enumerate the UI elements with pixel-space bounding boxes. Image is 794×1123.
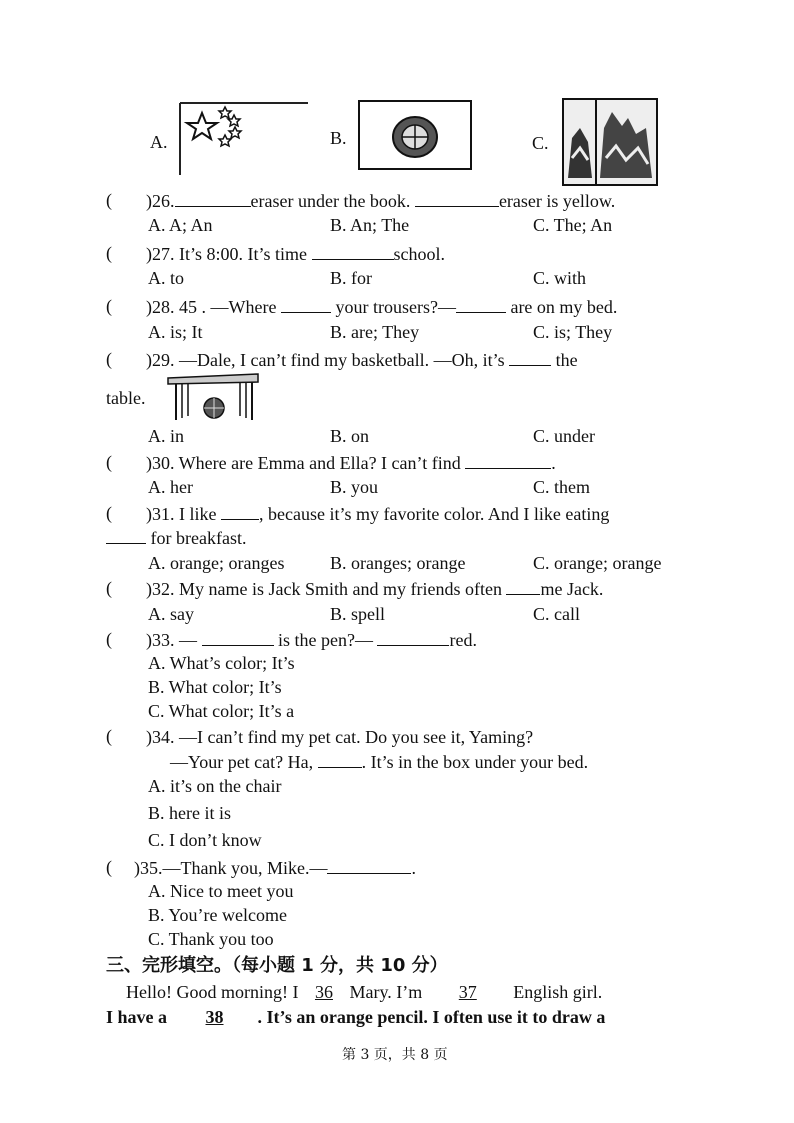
q33-answer-paren[interactable]: ( <box>106 629 112 649</box>
q34-stem-continued <box>170 751 588 773</box>
q27-option-c[interactable]: C. with <box>533 268 587 288</box>
q26-stem-part: eraser is yellow. <box>498 191 616 211</box>
q35-stem-part: )35.—Thank you, Mike.— <box>134 858 328 878</box>
cloze-blank-36: 36 <box>314 982 333 1002</box>
q27-option-b[interactable]: B. for <box>330 268 372 288</box>
q35-stem-part: . <box>411 858 416 878</box>
q31-stem-part: for breakfast. <box>150 528 247 548</box>
cloze-blank-38: 38 <box>205 1007 224 1027</box>
q32-stem-part: me Jack. <box>540 579 604 599</box>
q28-answer-paren[interactable]: ( <box>106 296 112 316</box>
option-b-label: B. <box>330 128 347 148</box>
q27-stem-part: )27. It’s 8:00. It’s time <box>146 244 307 264</box>
q28-stem-part: )28. 45 . —Where <box>146 297 277 317</box>
cloze-line-1 <box>126 981 602 1003</box>
q32-option-a[interactable]: A. say <box>148 604 194 624</box>
cloze-text: Mary. I’m <box>349 982 423 1002</box>
page-number: 第 3 页，共 8 页 <box>342 1047 448 1063</box>
big-star-icon <box>187 113 217 139</box>
q26-blank-2 <box>415 190 499 207</box>
q31-stem-continued <box>106 527 246 549</box>
q30-option-a[interactable]: A. her <box>148 477 193 497</box>
q33-stem <box>146 629 477 651</box>
q31-stem-part: , because it’s my favorite color. And I like eating <box>258 504 610 524</box>
q34-answer-paren[interactable]: ( <box>106 726 112 746</box>
q26-stem-part: )26. <box>146 191 175 211</box>
q27-answer-paren[interactable]: ( <box>106 243 112 263</box>
cloze-blank-37: 37 <box>458 982 477 1002</box>
q33-stem-part: )33. — <box>146 630 197 650</box>
q26-blank-1 <box>175 190 251 207</box>
q29-stem <box>146 349 578 371</box>
q29-stem-part: the <box>555 350 578 370</box>
q28-stem <box>146 296 617 318</box>
q34-stem: )34. —I can’t find my pet cat. Do you see it, Yaming? <box>146 727 534 747</box>
q29-answer-paren[interactable]: ( <box>106 349 112 369</box>
section-3-heading: 三、完形填空。（每小题 1 分，共 10 分） <box>106 955 448 976</box>
q30-blank <box>465 452 551 469</box>
q35-option-b[interactable]: B. You’re welcome <box>148 905 287 925</box>
q31-stem <box>146 503 609 525</box>
q29-blank <box>509 349 551 366</box>
q31-option-b[interactable]: B. oranges; orange <box>330 553 466 573</box>
q27-stem <box>146 243 445 265</box>
table-with-ball-image <box>164 370 262 422</box>
q29-stem-continued: table. <box>106 388 146 408</box>
q30-stem-part: )30. Where are Emma and Ella? I can’t find <box>146 453 461 473</box>
q33-option-c[interactable]: C. What color; It’s a <box>148 701 295 721</box>
q30-answer-paren[interactable]: ( <box>106 452 112 472</box>
q26-option-c[interactable]: C. The; An <box>533 215 613 235</box>
q30-option-c[interactable]: C. them <box>533 477 590 497</box>
q35-option-c[interactable]: C. Thank you too <box>148 929 274 949</box>
q30-stem-part: . <box>551 453 556 473</box>
q28-option-c[interactable]: C. is; They <box>533 322 613 342</box>
q33-blank-2 <box>377 629 449 646</box>
q30-stem <box>146 452 556 474</box>
q26-stem <box>146 190 615 212</box>
q35-stem <box>134 857 416 879</box>
q27-stem-part: school. <box>393 244 445 264</box>
q33-option-a[interactable]: A. What’s color; It’s <box>148 653 295 673</box>
q31-option-a[interactable]: A. orange; oranges <box>148 553 285 573</box>
cloze-text: . It’s an orange pencil. I often use it to draw a <box>257 1007 606 1027</box>
q33-option-b[interactable]: B. What color; It’s <box>148 677 282 697</box>
q27-option-a[interactable]: A. to <box>148 268 184 288</box>
q33-stem-part: red. <box>449 630 477 650</box>
cloze-line-2 <box>106 1006 605 1028</box>
q28-stem-part: are on my bed. <box>510 297 618 317</box>
q27-blank <box>312 243 394 260</box>
q28-blank-1 <box>281 296 331 313</box>
option-a-label: A. <box>150 132 168 152</box>
q26-stem-part: eraser under the book. <box>250 191 411 211</box>
q31-stem-part: )31. I like <box>146 504 217 524</box>
q31-blank-1 <box>221 503 259 520</box>
q29-stem-part: )29. —Dale, I can’t find my basketball. —Oh, it’s <box>146 350 505 370</box>
q29-option-a[interactable]: A. in <box>148 426 184 446</box>
flag-image-a <box>178 101 310 175</box>
q33-stem-part: is the pen?— <box>278 630 373 650</box>
q32-answer-paren[interactable]: ( <box>106 578 112 598</box>
q29-option-b[interactable]: B. on <box>330 426 370 446</box>
q31-answer-paren[interactable]: ( <box>106 503 112 523</box>
cloze-text: English girl. <box>513 982 603 1002</box>
q35-blank <box>327 857 411 874</box>
cloze-text: I have a <box>106 1007 168 1027</box>
q34-option-a[interactable]: A. it’s on the chair <box>148 776 282 796</box>
q26-option-a[interactable]: A. A; An <box>148 215 213 235</box>
q26-answer-paren[interactable]: ( <box>106 190 112 210</box>
q34-option-c[interactable]: C. I don’t know <box>148 830 262 850</box>
q34-blank <box>318 751 362 768</box>
q28-blank-2 <box>456 296 506 313</box>
option-c-label: C. <box>532 133 549 153</box>
poster-image-c <box>562 98 658 186</box>
q34-stem-part: . It’s in the box under your bed. <box>361 752 589 772</box>
q33-blank-1 <box>202 629 274 646</box>
q26-option-b[interactable]: B. An; The <box>330 215 410 235</box>
q28-stem-part: your trousers?— <box>335 297 456 317</box>
q29-option-c[interactable]: C. under <box>533 426 595 446</box>
q30-option-b[interactable]: B. you <box>330 477 379 497</box>
q28-option-a[interactable]: A. is; It <box>148 322 203 342</box>
q32-option-c[interactable]: C. call <box>533 604 580 624</box>
q35-answer-paren[interactable]: ( <box>106 857 112 877</box>
q32-stem <box>146 578 603 600</box>
q28-option-b[interactable]: B. are; They <box>330 322 420 342</box>
q32-blank <box>506 578 540 595</box>
q32-stem-part: )32. My name is Jack Smith and my friends often <box>146 579 502 599</box>
flag-image-b <box>358 100 472 170</box>
q34-stem-part: —Your pet cat? Ha, <box>170 752 314 772</box>
q31-blank-2 <box>106 527 146 544</box>
q34-option-b[interactable]: B. here it is <box>148 803 231 823</box>
q32-option-b[interactable]: B. spell <box>330 604 386 624</box>
cloze-text: Hello! Good morning! I <box>126 982 299 1002</box>
q35-option-a[interactable]: A. Nice to meet you <box>148 881 294 901</box>
q31-option-c[interactable]: C. orange; orange <box>533 553 662 573</box>
